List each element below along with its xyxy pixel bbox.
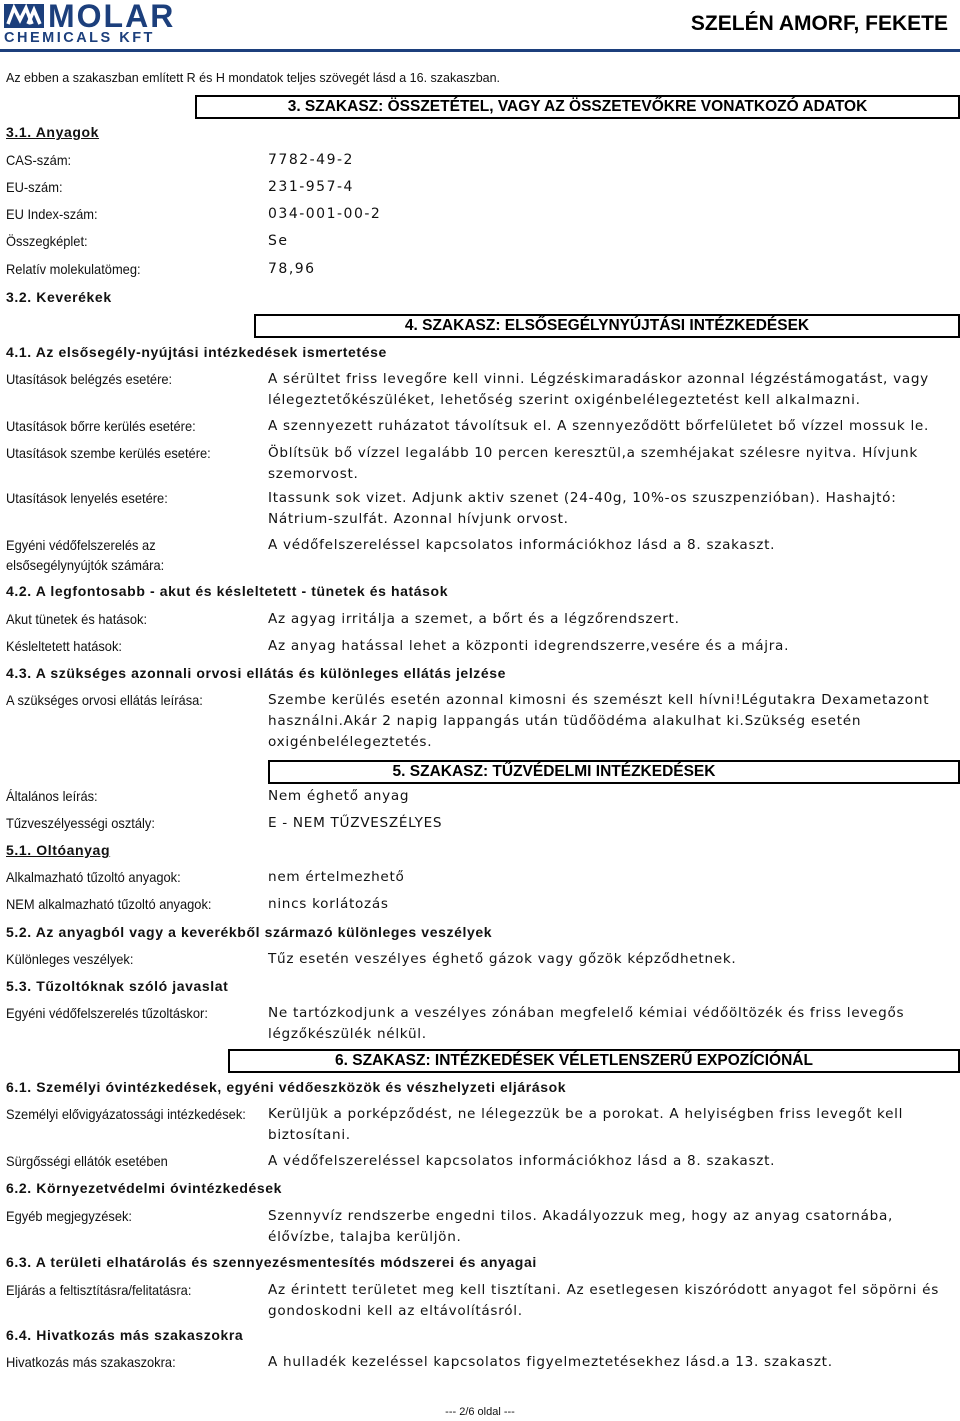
subsection-4-3: 4.3. A szükséges azonnali orvosi ellátás és különleges ellátás jelzése [6, 665, 507, 681]
cas-label: CAS-szám: [6, 152, 72, 168]
ingestion-value: Itassunk sok vizet. Adjunk aktiv szenet (24-40g, 10%-os szuszpenzióban). Hashajtó: Nátrium-szulfát. Azonnal hívjunk orvost. [268, 490, 897, 527]
section-6-title-box [228, 1049, 960, 1073]
logo-word: MOLAR [48, 0, 176, 34]
ingestion-label: Utasítások lenyelés esetére: [6, 490, 168, 506]
subsection-5-3: 5.3. Tűzoltóknak szóló javaslat [6, 978, 229, 994]
section-3-title: 3. SZAKASZ: ÖSSZETÉTEL, VAGY AZ ÖSSZETEVŐKRE VONATKOZÓ ADATOK [287, 98, 868, 115]
ppe-label-line2: elsősegélynyújtók számára: [6, 557, 165, 573]
eu-value: 231-957-4 [268, 179, 354, 195]
index-label: EU Index-szám: [6, 206, 98, 222]
not-applicable-value: nincs korlátozás [268, 896, 389, 912]
subsection-4-2: 4.2. A legfontosabb - akut és késleltetett - tünetek és hatások [6, 583, 449, 599]
skin-label: Utasítások bőrre kerülés esetére: [6, 418, 196, 434]
molar-logo-icon [4, 2, 44, 30]
subsection-3-1: 3.1. Anyagok [6, 124, 100, 140]
medical-value: Szembe kerülés esetén azonnal kimosni és szemészt kell hívni!Légutakra Dexametazont használni.Akár 2 napig lappangás után tüdőödéma alakulhat ki.Szükség esetén oxigénbelélegeztetés. [268, 692, 930, 750]
applicable-value: nem értelmezhető [268, 869, 405, 885]
subsection-4-1: 4.1. Az elsősegély-nyújtási intézkedések ismertetése [6, 344, 387, 360]
intro-note: Az ebben a szakaszban említett R és H mondatok teljes szövegét lásd a 16. szakaszban. [6, 71, 501, 85]
acute-value: Az agyag irritálja a szemet, a bőrt és a légzőrendszert. [268, 611, 680, 627]
section-5-title: 5. SZAKASZ: TŰZVÉDELMI INTÉZKEDÉSEK [392, 763, 716, 780]
mw-value: 78,96 [268, 261, 316, 277]
fire-class-value: E - NEM TŰZVESZÉLYES [268, 815, 443, 831]
applicable-label: Alkalmazható tűzoltó anyagok: [6, 869, 181, 885]
cas-value: 7782-49-2 [268, 152, 354, 168]
eye-value: Öblítsük bő vízzel legalább 10 percen keresztül,a szemhéjakat szélesre nyitva. Hívjunk szemorvost. [268, 445, 918, 482]
inhalation-value: A sérültet friss levegőre kell vinni. Légzéskimaradáskor azonnal légzéstámogatást, vagy lélegeztetőkészüléket, lehetőség szerint oxigénbelélegeztetést kell alkalmazni. [268, 371, 929, 408]
personal-precautions-value: Kerüljük a porképződést, ne lélegezzük be a porokat. A helyiségben friss levegőt kell biztosítani. [268, 1106, 904, 1143]
emergency-responders-label: Sürgősségi ellátók esetében [6, 1153, 168, 1169]
page-footer: --- 2/6 oldal --- [445, 1406, 515, 1418]
general-value: Nem éghető anyag [268, 788, 410, 804]
logo-subtitle: CHEMICALS KFT [4, 30, 155, 46]
header-divider [0, 49, 960, 52]
ppe-label-line1: Egyéni védőfelszerelés az [6, 537, 156, 553]
other-notes-value: Szennyvíz rendszerbe engedni tilos. Akadályozzuk meg, hogy az anyag csatornába, élővízbe, talajba kerüljön. [268, 1208, 894, 1245]
emergency-responders-value: A védőfelszereléssel kapcsolatos információkhoz lásd a 8. szakaszt. [268, 1153, 776, 1169]
fire-class-label: Tűzveszélyességi osztály: [6, 815, 155, 831]
firefighter-ppe-value: Ne tartózkodjunk a veszélyes zónában megfelelő kémiai védőöltözék és friss levegős légzőkészülék nélkül. [268, 1005, 905, 1042]
formula-value: Se [268, 233, 289, 249]
delayed-label: Késleltetett hatások: [6, 638, 122, 654]
section-5-title-box [268, 760, 960, 784]
reference-value: A hulladék kezeléssel kapcsolatos figyelmeztetésekhez lásd.a 13. szakaszt. [268, 1354, 833, 1370]
delayed-value: Az anyag hatással lehet a központi idegrendszerre,vesére és a májra. [268, 638, 790, 654]
inhalation-label: Utasítások belégzés esetére: [6, 371, 173, 387]
medical-label: A szükséges orvosi ellátás leírása: [6, 692, 203, 708]
ppe-value: A védőfelszereléssel kapcsolatos információkhoz lásd a 8. szakaszt. [268, 537, 776, 553]
acute-label: Akut tünetek és hatások: [6, 611, 148, 627]
subsection-6-1: 6.1. Személyi óvintézkedések, egyéni védőeszközök és vészhelyzeti eljárások [6, 1079, 567, 1095]
general-label: Általános leírás: [6, 788, 98, 804]
section-4-title-box [254, 314, 960, 338]
personal-precautions-label: Személyi elővigyázatossági intézkedések: [6, 1106, 246, 1122]
skin-value: A szennyezett ruházatot távolítsuk el. A szennyeződött bőrfelületet bő vízzel mossuk le. [268, 418, 930, 434]
subsection-5-1: 5.1. Oltóanyag [6, 842, 111, 858]
mw-label: Relatív molekulatömeg: [6, 261, 141, 277]
subsection-6-3: 6.3. A területi elhatárolás és szennyezésmentesítés módszerei és anyagai [6, 1254, 537, 1270]
company-logo [4, 2, 234, 48]
cleanup-label: Eljárás a feltisztításra/felitatásra: [6, 1282, 192, 1298]
eu-label: EU-szám: [6, 179, 63, 195]
cleanup-value: Az érintett területet meg kell tisztítani. Az esetlegesen kiszóródott anyagot fel söpörni és gondoskodni kell az eltávolításról. [268, 1282, 940, 1319]
formula-label: Összegképlet: [6, 233, 88, 249]
section-3-title-box [195, 95, 960, 119]
special-hazards-value: Tűz esetén veszélyes éghető gázok vagy gőzök képződhetnek. [268, 951, 737, 967]
product-name: SZELÉN AMORF, FEKETE [690, 12, 948, 35]
subsection-6-4: 6.4. Hivatkozás más szakaszokra [6, 1327, 244, 1343]
subsection-5-2: 5.2. Az anyagból vagy a keverékből származó különleges veszélyek [6, 924, 493, 940]
subsection-6-2: 6.2. Környezetvédelmi óvintézkedések [6, 1180, 283, 1196]
section-4-title: 4. SZAKASZ: ELSŐSEGÉLYNYÚJTÁSI INTÉZKEDÉSEK [404, 317, 810, 334]
section-6-title: 6. SZAKASZ: INTÉZKEDÉSEK VÉLETLENSZERŰ EXPOZÍCIÓNÁL [335, 1052, 813, 1069]
index-value: 034-001-00-2 [268, 206, 382, 222]
firefighter-ppe-label: Egyéni védőfelszerelés tűzoltáskor: [6, 1005, 208, 1021]
other-notes-label: Egyéb megjegyzések: [6, 1208, 133, 1224]
special-hazards-label: Különleges veszélyek: [6, 951, 134, 967]
subsection-3-2: 3.2. Keverékek [6, 289, 112, 305]
reference-label: Hivatkozás más szakaszokra: [6, 1354, 176, 1370]
eye-label: Utasítások szembe kerülés esetére: [6, 445, 211, 461]
not-applicable-label: NEM alkalmazható tűzoltó anyagok: [6, 896, 212, 912]
